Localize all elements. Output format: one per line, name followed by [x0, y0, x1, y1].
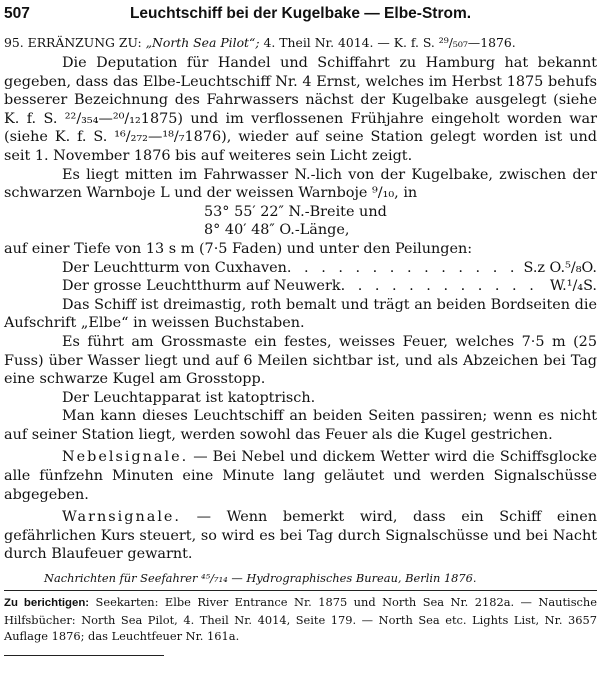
fog-signals-text: — Bei Nebel und dickem Wetter wird die Schiffsglocke alle fünfzehn Minuten eine Minute lang geläutet und werden Signalschüsse abgegeben.: [4, 449, 598, 503]
bearing-label: Der Leuchtturm von Cuxhaven: [62, 259, 287, 276]
page-number: 507: [4, 5, 30, 22]
paragraph-ship: Das Schiff ist dreimastig, roth bemalt und trägt an beiden Bordseiten die Aufschrift „Elbe“ in weissen Buchstaben.: [4, 296, 597, 332]
warning-signals: [4, 508, 597, 564]
bearing-row: [4, 277, 597, 296]
source-citation: Nachrichten für Seefahrer ⁴⁵/₇₁₄ — Hydrographisches Bureau, Berlin 1876.: [44, 571, 477, 586]
bearing-value: W.¹/₄S.: [549, 278, 597, 295]
corrections: [4, 594, 597, 645]
amendment-work: „North Sea Pilot“;: [145, 35, 260, 50]
document-page: [4, 4, 597, 659]
leader-dots: [341, 277, 546, 296]
corrections-heading: Zu berichtigen:: [4, 597, 90, 610]
depth-line: auf einer Tiefe von 13 s m (7·5 Faden) und unter den Peilungen:: [4, 240, 473, 257]
bearing-row: [4, 259, 597, 278]
fog-signals: [4, 448, 597, 504]
corrections-text: Seekarten: Elbe River Entrance Nr. 1875 und North Sea Nr. 2182a. — Nautische Hilfsbücher: North Sea Pilot, 4. Theil Nr. 4014, Seite 179. — North Sea etc. Lights List, Nr. 3657 Auflage 1876; das Leuchtfeuer Nr. 161a.: [4, 595, 597, 644]
paragraph-deputation: Die Deputation für Handel und Schiffahrt zu Hamburg hat bekannt gegeben, dass das Elbe-Leuchtschiff Nr. 4 Ernst, welches im Herbst 1875 behufs besserer Bezeichnung des Fahrwassers nächst der Kugelbake ausgelegt (siehe K. f. S. ²²/₃₅₄—²⁰/₁₂1875) und im verflossenen Frühjahre eingeholt worden war (siehe K. f. S. ¹⁶/₂₇₂—¹⁸/₇1876), wieder auf seine Station gelegt worden ist und seit 1. November 1876 bis auf weiteres sein Licht zeigt.: [4, 55, 597, 164]
paragraph-light: Es führt am Grossmaste ein festes, weisses Feuer, welches 7·5 m (25 Fuss) über Wasser liegt und auf 6 Meilen sichtbar ist, und als Abzeichen bei Tag eine schwarze Kugel am Grosstopp.: [4, 333, 597, 388]
paragraph-location: Es liegt mitten im Fahrwasser N.-lich von der Kugelbake, zwischen der schwarzen Warnboje L und der weissen Warnboje ⁹/₁₀, in: [4, 166, 597, 202]
leader-dots: [287, 259, 520, 278]
page-header: [4, 4, 597, 24]
paragraph-passing: Man kann dieses Leuchtschiff an beiden Seiten passiren; wenn es nicht auf seiner Station liegt, werden sowohl das Feuer als die Kugel gestrichen.: [4, 408, 597, 443]
fog-signals-heading: Nebelsignale.: [62, 449, 189, 466]
amendment-line: [4, 34, 597, 51]
bearing-value: S.z O.⁵/₈O.: [523, 259, 597, 276]
notice-body: [4, 54, 597, 564]
paragraph-apparatus: Der Leuchtapparat ist katoptrisch.: [62, 389, 316, 406]
divider: [4, 655, 164, 656]
divider: [4, 590, 597, 591]
warning-signals-heading: Warnsignale.: [62, 509, 182, 526]
amendment-rest: 4. Theil Nr. 4014. — K. f. S. ²⁹/₅₀₇—1876.: [263, 35, 516, 50]
warning-signals-text: — Wenn bemerkt wird, dass ein Schiff einen gefährlichen Kurs steuert, so wird es bei Tag durch Signalschüsse und bei Nacht durch Blaufeuer gewarnt.: [4, 509, 597, 563]
position-latitude: 53° 55′ 22″ N.-Breite und: [204, 203, 387, 220]
amendment-label: ERRÄNZUNG ZU:: [27, 35, 142, 50]
bearing-label: Der grosse Leuchtthurm auf Neuwerk: [62, 278, 341, 295]
amendment-number: 95.: [4, 35, 24, 50]
page-title: Leuchtschiff bei der Kugelbake — Elbe-Strom.: [129, 5, 472, 22]
position-longitude: 8° 40′ 48″ O.-Länge,: [204, 222, 350, 239]
